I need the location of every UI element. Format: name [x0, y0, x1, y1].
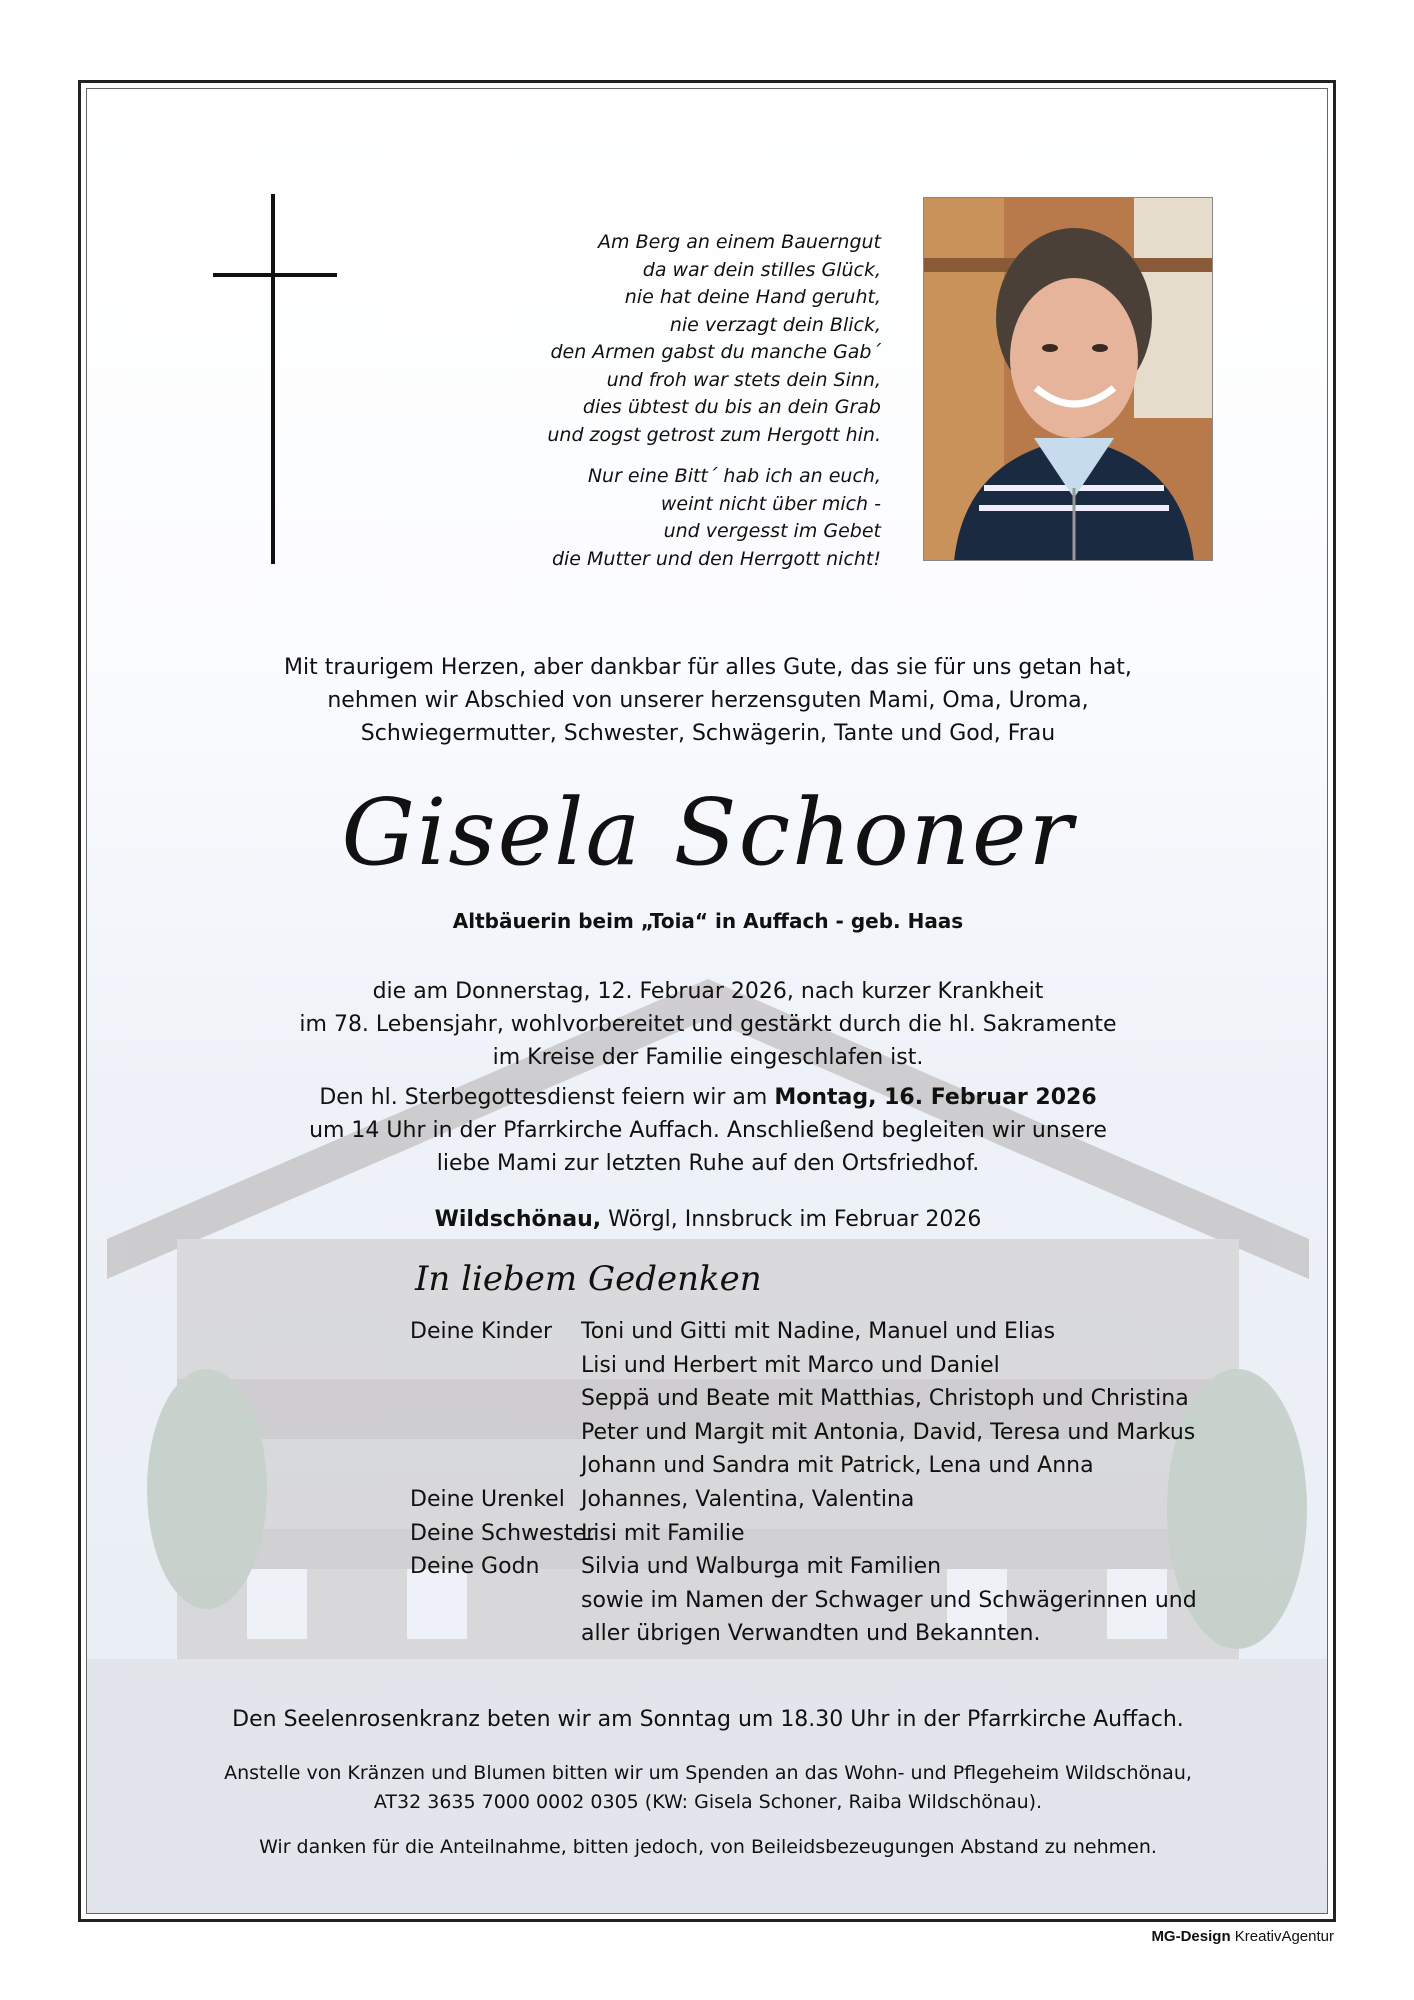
funeral-line: [87, 1081, 1328, 1114]
mourner-label: Deine Urenkel: [410, 1486, 565, 1512]
thanks-line: Wir danken für die Anteilnahme, bitten jedoch, von Beileidsbezeugungen Abstand zu nehmen.: [259, 1836, 1157, 1858]
poem-line: nie verzagt dein Blick,: [669, 313, 881, 336]
deceased-name: Gisela Schoner: [341, 779, 1075, 886]
poem-stanza-1: [461, 229, 881, 449]
donation-line: Anstelle von Kränzen und Blumen bitten wir um Spenden an das Wohn- und Pflegeheim Wildschönau,: [224, 1762, 1192, 1784]
death-line: die am Donnerstag, 12. Februar 2026, nach kurzer Krankheit: [372, 979, 1044, 1004]
poem-line: da war dein stilles Glück,: [642, 258, 881, 281]
death-line: im Kreise der Familie eingeschlafen ist.: [492, 1045, 924, 1070]
funeral-line: liebe Mami zur letzten Ruhe auf den Ortsfriedhof.: [436, 1151, 980, 1176]
funeral-text: [87, 1081, 1328, 1180]
thanks-text: [87, 1833, 1328, 1862]
rosary-text: [87, 1703, 1328, 1736]
death-text: [87, 975, 1328, 1074]
funeral-line: um 14 Uhr in der Pfarrkirche Auffach. Anschließend begleiten wir unsere: [309, 1118, 1107, 1143]
mourner-group: [410, 1483, 1197, 1517]
portrait-photo: [923, 197, 1213, 561]
mourner-name: Johann und Sandra mit Patrick, Lena und Anna: [581, 1453, 1094, 1479]
mourner-label: Deine Kinder: [410, 1319, 553, 1344]
mourner-label: Deine Schwester: [410, 1520, 596, 1546]
mourners-list: [410, 1315, 1197, 1651]
intro-text: [87, 651, 1328, 750]
poem-line: weint nicht über mich -: [660, 492, 881, 515]
mourner-name: Seppä und Beate mit Matthias, Christoph und Christina: [581, 1386, 1189, 1412]
place-rest: Wörgl, Innsbruck im Februar 2026: [601, 1207, 982, 1232]
poem: [461, 229, 881, 587]
intro-line: nehmen wir Abschied von unserer herzensguten Mami, Oma, Uroma,: [327, 688, 1089, 713]
poem-line: und vergesst im Gebet: [663, 520, 881, 542]
place-line: [87, 1203, 1328, 1236]
funeral-date: Montag, 16. Februar 2026: [774, 1085, 1097, 1110]
mourner-name: aller übrigen Verwandten und Bekannten.: [581, 1621, 1041, 1647]
poem-line: dies übtest du bis an dein Grab: [582, 396, 881, 418]
poem-line: Am Berg an einem Bauerngut: [598, 231, 881, 253]
death-line: im 78. Lebensjahr, wohlvorbereitet und gestärkt durch die hl. Sakramente: [299, 1012, 1117, 1037]
poem-line: Nur eine Bitt´ hab ich an euch,: [587, 465, 881, 487]
intro-line: Mit traurigem Herzen, aber dankbar für alles Gute, das sie für uns getan hat,: [284, 655, 1132, 680]
notice-card: [86, 88, 1328, 1914]
donation-text: [87, 1759, 1328, 1817]
mourner-name: sowie im Namen der Schwager und Schwägerinnen und: [581, 1587, 1197, 1613]
funeral-prefix: Den hl. Sterbegottesdienst feiern wir am: [319, 1085, 775, 1110]
place-bold: Wildschönau,: [434, 1207, 602, 1232]
credit-bold: MG-Design: [1151, 1928, 1231, 1945]
poem-line: und zogst getrost zum Hergott hin.: [547, 423, 881, 446]
poem-line: den Armen gabst du manche Gab´: [550, 341, 881, 363]
mourner-group: [410, 1517, 1197, 1551]
intro-line: Schwiegermutter, Schwester, Schwägerin, Tante und God, Frau: [360, 721, 1056, 746]
mourner-name: Peter und Margit mit Antonia, David, Teresa und Markus: [581, 1419, 1196, 1445]
mourner-name: Lisi und Herbert mit Marco und Daniel: [581, 1352, 1000, 1378]
poem-line: nie hat deine Hand geruht,: [624, 286, 881, 308]
poem-line: die Mutter und den Herrgott nicht!: [551, 547, 881, 570]
mourner-name: Silvia und Walburga mit Familien: [581, 1554, 942, 1580]
designer-credit: [1151, 1928, 1334, 1945]
mourner-name: Toni und Gitti mit Nadine, Manuel und Elias: [581, 1319, 1056, 1344]
mourner-group: [410, 1550, 1197, 1651]
credit-rest: KreativAgentur: [1230, 1928, 1334, 1945]
mourner-name: Lisi mit Familie: [581, 1520, 745, 1546]
deceased-subtitle: Altbäuerin beim „Toia“ in Auffach - geb. Haas: [452, 909, 964, 933]
place-date: [87, 1203, 1328, 1236]
rosary-line: Den Seelenrosenkranz beten wir am Sonntag um 18.30 Uhr in der Pfarrkirche Auffach.: [232, 1707, 1184, 1732]
poem-line: und froh war stets dein Sinn,: [606, 368, 881, 391]
poem-stanza-2: [461, 463, 881, 573]
mourner-group: [410, 1315, 1197, 1483]
mourner-label: Deine Godn: [410, 1554, 540, 1580]
gedenken-heading: In liebem Gedenken: [415, 1259, 762, 1299]
mourner-name: Johannes, Valentina, Valentina: [581, 1486, 915, 1512]
donation-line: AT32 3635 7000 0002 0305 (KW: Gisela Schoner, Raiba Wildschönau).: [373, 1791, 1043, 1813]
